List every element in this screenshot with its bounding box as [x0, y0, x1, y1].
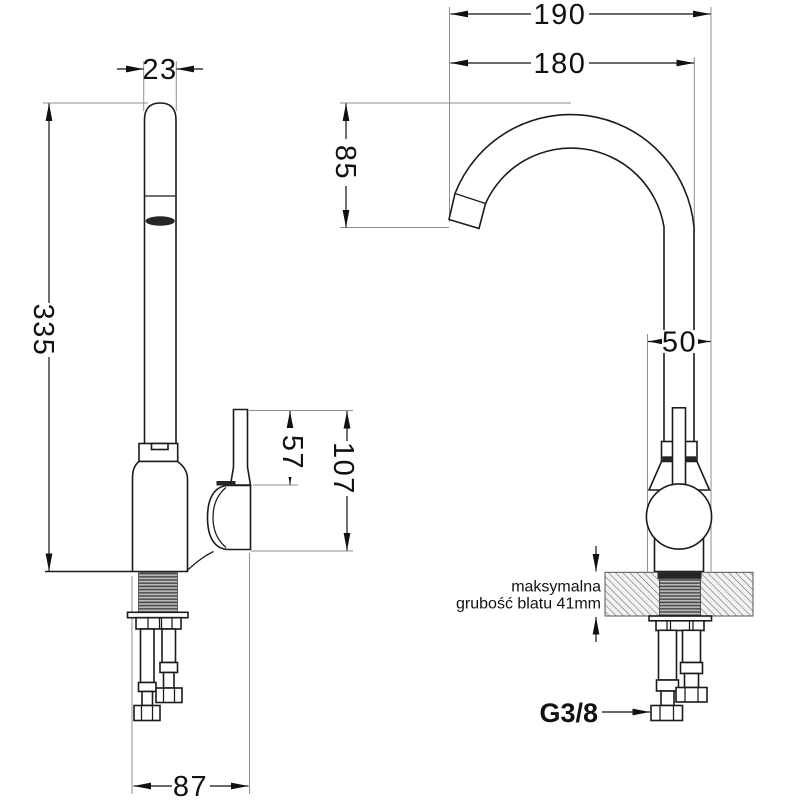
body-underside-curve	[187, 552, 214, 572]
thread-size-label: G3/8	[539, 698, 598, 728]
faucet-side-view	[45, 103, 251, 721]
supply-hoses-front	[651, 630, 707, 720]
countertop-note-line2: grubość blatu 41mm	[456, 595, 601, 613]
collar-shadow-right	[686, 456, 697, 461]
collar-shadow-left	[662, 456, 672, 461]
mounting-flange-side	[128, 612, 189, 617]
body-side	[133, 462, 188, 572]
dim-label-190: 190	[533, 0, 587, 31]
lever-base-shadow	[217, 481, 236, 486]
faucet-front-view	[449, 115, 753, 721]
base-gasket	[658, 572, 702, 579]
supply-hoses-side	[134, 629, 182, 721]
mounting-nuts-front	[656, 621, 704, 631]
mounting-nuts-side	[136, 618, 181, 629]
dim-label-57: 57	[276, 434, 308, 471]
countertop-note-line1: maksymalna	[511, 578, 601, 596]
dim-label-23: 23	[142, 54, 178, 86]
handle-lever-front	[673, 408, 686, 490]
dim-label-85: 85	[329, 144, 361, 181]
dim-label-107: 107	[327, 442, 359, 495]
handle-ball-front	[646, 484, 711, 549]
dim-label-87: 87	[172, 771, 209, 800]
handle-lever-side	[231, 410, 251, 486]
handle-mount-side	[208, 486, 251, 550]
dim-label-50: 50	[661, 326, 698, 359]
mounting-shank-front	[660, 572, 701, 616]
mounting-shank-side	[139, 573, 178, 613]
gooseneck-spout	[449, 115, 694, 443]
dim-label-335: 335	[27, 303, 59, 357]
aerator-outlet	[146, 216, 175, 226]
spout-pipe-side	[145, 103, 177, 462]
collar-notch	[152, 444, 169, 450]
dim-label-180: 180	[533, 48, 587, 80]
